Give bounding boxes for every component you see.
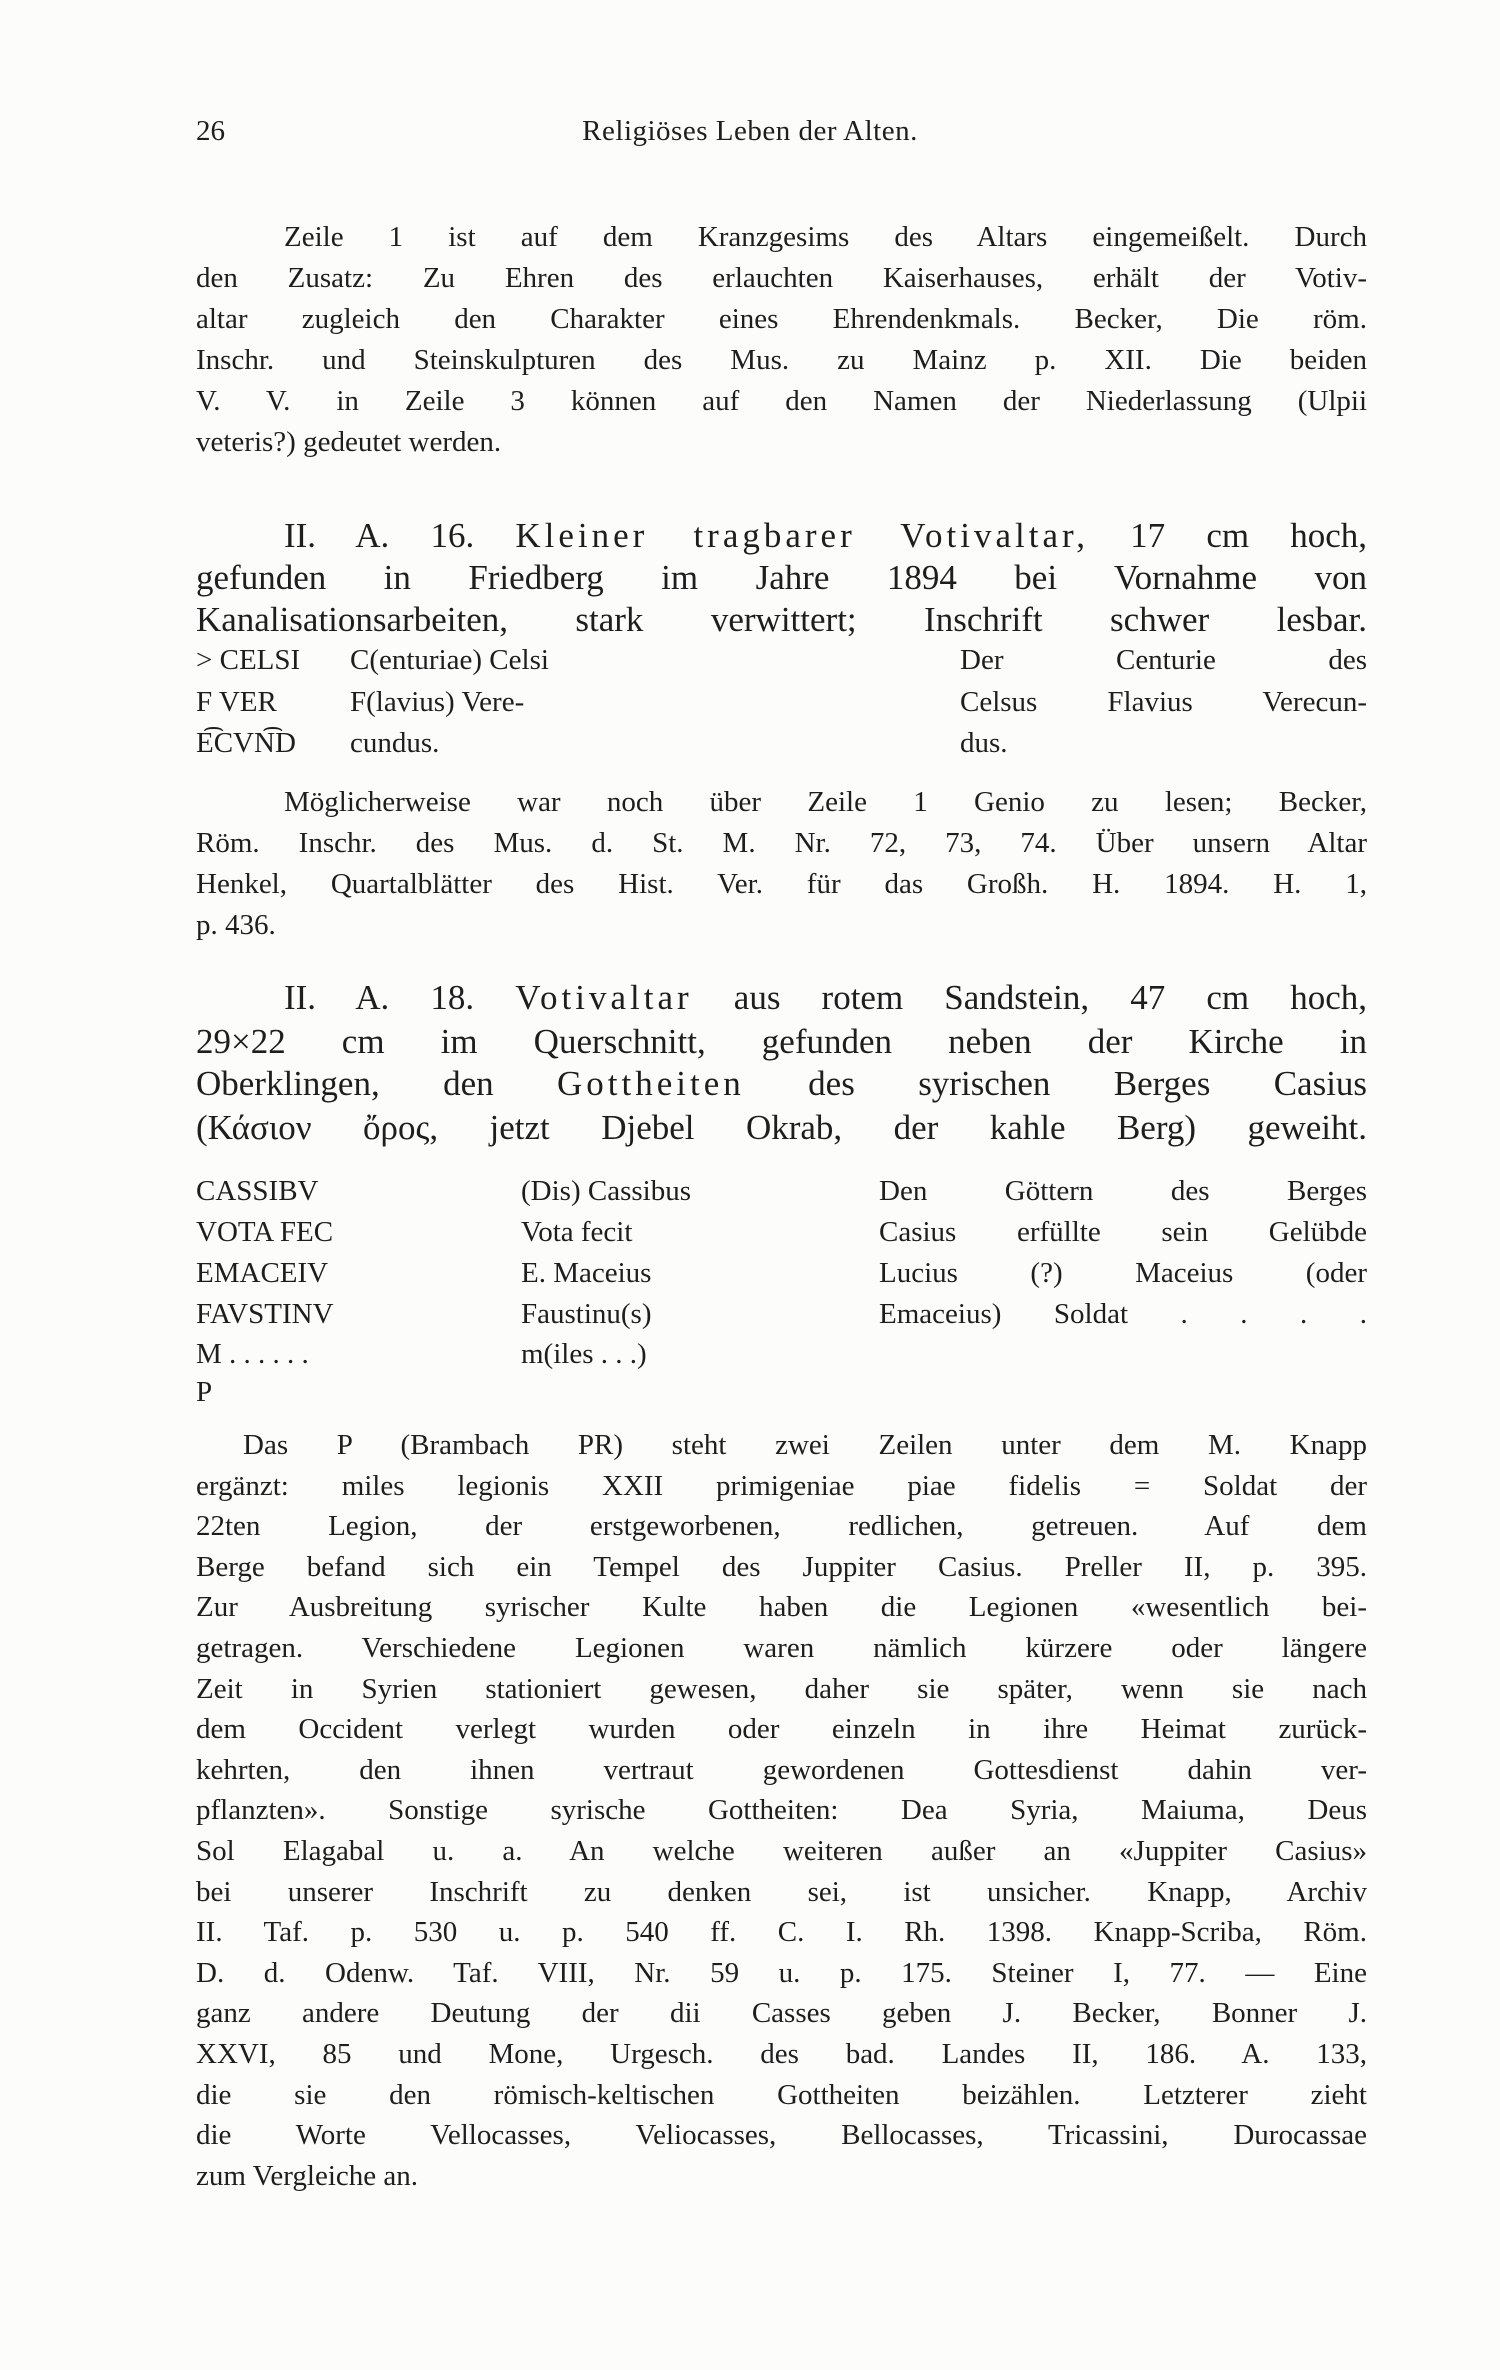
inscription-latin: EMACEIV xyxy=(196,1257,329,1289)
text-line: dem Occident verlegt wurden oder einzeln in ihre Heimat zurück- xyxy=(196,1713,1367,1746)
text-line: Das P (Brambach PR) steht zwei Zeilen unter dem M. Knapp xyxy=(243,1429,1367,1461)
text-line: altar zugleich den Charakter eines Ehrendenkmals. Becker, Die röm. xyxy=(196,303,1367,335)
inscription-latin: M . . . . . . xyxy=(196,1338,309,1370)
text-line: Zeit in Syrien stationiert gewesen, daher sie später, wenn sie nach xyxy=(196,1672,1367,1705)
text-line: veteris?) gedeutet werden. xyxy=(196,426,502,458)
text-line: II. Taf. p. 530 u. p. 540 ff. C. I. Rh. 1398. Knapp-Scriba, Röm. xyxy=(196,1916,1367,1949)
section-title: Kleiner tragbarer Votivaltar, xyxy=(515,516,1090,555)
inscription-translation: Lucius (?) Maceius (oder xyxy=(879,1257,1367,1289)
spaced-word: Gottheiten xyxy=(557,1064,745,1103)
section-number: II. A. 18. xyxy=(284,978,475,1017)
inscription-translation: Der Centurie des xyxy=(960,644,1367,676)
text-line: V. V. in Zeile 3 können auf den Namen der Niederlassung (Ulpii xyxy=(196,385,1367,417)
text-line: den Zusatz: Zu Ehren des erlauchten Kaiserhauses, erhält der Votiv- xyxy=(196,262,1367,294)
text: Oberklingen, den xyxy=(196,1064,494,1103)
inscription-latin: VOTA FEC xyxy=(196,1216,334,1248)
inscription-expanded: cundus. xyxy=(350,727,440,759)
inscription-translation: Celsus Flavius Verecun- xyxy=(960,686,1367,718)
text-line: Zur Ausbreitung syrischer Kulte haben die Legionen «wesentlich bei- xyxy=(196,1591,1367,1624)
inscription-latin: FAVSTINV xyxy=(196,1298,334,1330)
inscription-expanded: m(iles . . .) xyxy=(521,1338,647,1370)
inscription-expanded: F(lavius) Vere- xyxy=(350,686,525,718)
text-line: kehrten, den ihnen vertraut gewordenen Gottesdienst dahin ver- xyxy=(196,1753,1367,1786)
section-line: gefunden in Friedberg im Jahre 1894 bei Vornahme von xyxy=(196,558,1367,597)
inscription-expanded: Vota fecit xyxy=(521,1216,633,1248)
text: des syrischen Berges Casius xyxy=(808,1064,1368,1103)
text-line: pflanzten». Sonstige syrische Gottheiten: Dea Syria, Maiuma, Deus xyxy=(196,1794,1367,1827)
inscription-latin: CASSIBV xyxy=(196,1175,319,1207)
section-description: aus rotem Sandstein, 47 cm hoch, xyxy=(733,978,1368,1017)
inscription-latin: P xyxy=(196,1376,213,1408)
inscription-latin: > CELSI xyxy=(196,644,301,676)
section-size: 17 cm hoch, xyxy=(1130,516,1368,555)
inscription-expanded: C(enturiae) Celsi xyxy=(350,644,549,676)
section-line: Kanalisationsarbeiten, stark verwittert; Inschrift schwer lesbar. xyxy=(196,600,1367,639)
text-line: ganz andere Deutung der dii Casses geben J. Becker, Bonner J. xyxy=(196,1997,1367,2030)
text-line: bei unserer Inschrift zu denken sei, ist unsicher. Knapp, Archiv xyxy=(196,1875,1367,1908)
inscription-expanded: (Dis) Cassibus xyxy=(521,1175,691,1207)
text-line: die sie den römisch-keltischen Gottheiten beizählen. Letzterer zieht xyxy=(196,2078,1367,2111)
inscription-translation: Emaceius) Soldat . . . . xyxy=(879,1298,1367,1330)
running-title: Religiöses Leben der Alten. xyxy=(582,115,918,147)
text-line: Inschr. und Steinskulpturen des Mus. zu Mainz p. XII. Die beiden xyxy=(196,344,1367,376)
text-line: D. d. Odenw. Taf. VIII, Nr. 59 u. p. 175. Steiner I, 77. — Eine xyxy=(196,1956,1367,1989)
text-line: Henkel, Quartalblätter des Hist. Ver. für das Großh. H. 1894. H. 1, xyxy=(196,868,1367,900)
text-line: Röm. Inschr. des Mus. d. St. M. Nr. 72, 73, 74. Über unsern Altar xyxy=(196,827,1367,859)
inscription-translation: Casius erfüllte sein Gelübde xyxy=(879,1216,1367,1248)
inscription-expanded: E. Maceius xyxy=(521,1257,652,1289)
inscription-translation: Den Göttern des Berges xyxy=(879,1175,1367,1207)
text-line: p. 436. xyxy=(196,909,276,941)
section-line: (Κάσιον ὄρος, jetzt Djebel Okrab, der kahle Berg) geweiht. xyxy=(196,1108,1367,1147)
section-line: 29×22 cm im Querschnitt, gefunden neben der Kirche in xyxy=(196,1022,1367,1061)
text-line: XXVI, 85 und Mone, Urgesch. des bad. Landes II, 186. A. 133, xyxy=(196,2038,1367,2070)
text-line: ergänzt: miles legionis XXII primigeniae piae fidelis = Soldat der xyxy=(196,1469,1367,1502)
section-heading-18 xyxy=(284,976,1367,1020)
text-line: Möglicherweise war noch über Zeile 1 Genio zu lesen; Becker, xyxy=(284,786,1367,818)
section-title: Votivaltar xyxy=(515,978,693,1017)
text-line: Zeile 1 ist auf dem Kranzgesims des Altars eingemeißelt. Durch xyxy=(284,221,1367,253)
inscription-latin: F VER xyxy=(196,686,277,718)
text-line: getragen. Verschiedene Legionen waren nämlich kürzere oder längere xyxy=(196,1632,1367,1664)
page-number: 26 xyxy=(196,115,225,147)
text-line: 22ten Legion, der erstgeworbenen, redlichen, getreuen. Auf dem xyxy=(196,1510,1367,1543)
section-heading-16 xyxy=(284,514,1367,558)
section-line xyxy=(196,1062,1367,1106)
inscription-expanded: Faustinu(s) xyxy=(521,1298,652,1330)
inscription-translation: dus. xyxy=(960,727,1008,759)
text-line: Sol Elagabal u. a. An welche weiteren außer an «Juppiter Casius» xyxy=(196,1835,1367,1867)
section-number: II. A. 16. xyxy=(284,516,475,555)
inscription-latin: E͡CVN͡D xyxy=(196,727,296,759)
text-line: zum Vergleiche an. xyxy=(196,2159,418,2192)
text-line: die Worte Vellocasses, Veliocasses, Bellocasses, Tricassini, Durocassae xyxy=(196,2119,1367,2152)
text-line: Berge befand sich ein Tempel des Juppiter Casius. Preller II, p. 395. xyxy=(196,1550,1367,1583)
